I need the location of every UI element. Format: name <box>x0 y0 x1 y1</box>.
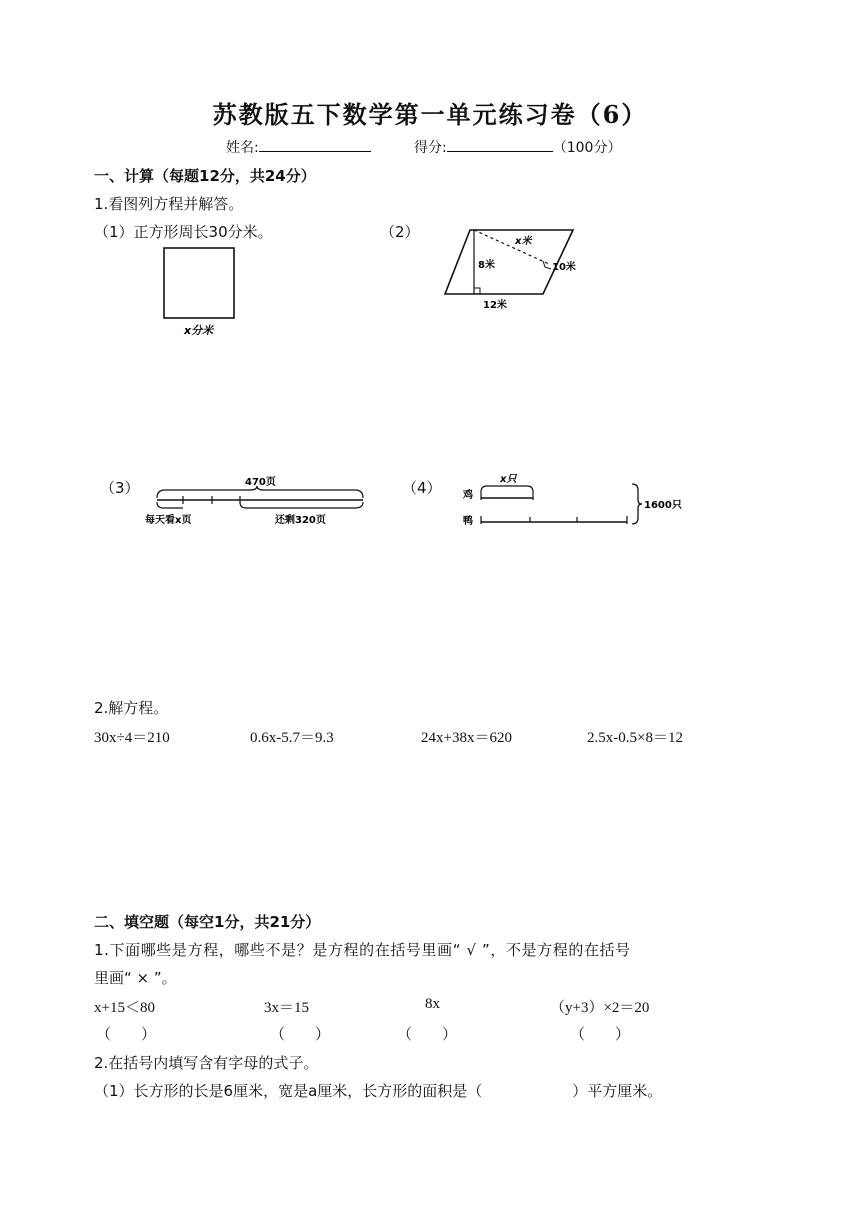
daily-label: 每天看x页 <box>145 515 192 526</box>
total-animals-brace <box>632 484 642 524</box>
equation-1: 30x÷4＝210 <box>94 730 170 746</box>
total-score: （100分） <box>552 140 622 156</box>
height-label: 8米 <box>478 260 495 271</box>
item-2: 3x＝15 <box>264 1000 310 1016</box>
daily-brace <box>157 502 183 508</box>
score-field[interactable] <box>414 137 621 157</box>
left-label: 还剩320页 <box>275 515 326 526</box>
name-field[interactable] <box>226 137 371 157</box>
chicken-brace <box>481 486 533 492</box>
question1-prompt: 1.看图列方程并解答。 <box>94 195 244 213</box>
answer-bracket-1[interactable]: （ ） <box>96 1025 157 1043</box>
answer-bracket-2[interactable]: （ ） <box>270 1025 331 1043</box>
right-angle-mark-side <box>543 261 551 269</box>
name-label: 姓名: <box>226 140 259 156</box>
score-label: 得分: <box>414 140 447 156</box>
subquestion3: （3） <box>100 479 140 497</box>
equation-4: 2.5x-0.5×8＝12 <box>587 730 683 746</box>
subquestion2: （2） <box>380 223 420 241</box>
item-4: （y+3）×2＝20 <box>550 1000 650 1016</box>
equation-3: 24x+38x＝620 <box>421 730 512 746</box>
base-label: 12米 <box>483 300 507 311</box>
parallelogram-figure <box>435 222 605 317</box>
subquestion1: （1）正方形周长30分米。 <box>94 223 273 241</box>
fill-question1-line2: 里画“ × ”。 <box>94 969 177 987</box>
left-brace <box>240 502 363 508</box>
question2-prompt: 2.解方程。 <box>94 699 169 717</box>
x-meter-label: x米 <box>515 236 532 247</box>
answer-bracket-3[interactable]: （ ） <box>397 1025 458 1043</box>
fill-question2-part1[interactable]: （1）长方形的长是6厘米，宽是a厘米，长方形的面积是（ ）平方厘米。 <box>94 1082 663 1100</box>
square-figure <box>150 240 250 340</box>
name-blank[interactable] <box>259 137 371 152</box>
item-1: x+15＜80 <box>94 1000 155 1016</box>
section1-heading: 一、计算（每题12分，共24分） <box>94 167 316 185</box>
total-animals-label: 1600只 <box>644 500 682 511</box>
subquestion4: （4） <box>402 479 442 497</box>
square-shape <box>164 248 234 318</box>
fill-question1-line1: 1.下面哪些是方程，哪些不是？是方程的在括号里画“ √ ”，不是方程的在括号 <box>94 941 631 959</box>
animal-bar-figure <box>455 470 690 530</box>
duck-label: 鸭 <box>463 516 473 527</box>
chicken-x-label: x只 <box>500 474 517 485</box>
fill-question2-prompt: 2.在括号内填写含有字母的式子。 <box>94 1054 319 1072</box>
right-angle-mark-bottom <box>474 288 480 294</box>
score-blank[interactable] <box>447 137 553 152</box>
equation-2: 0.6x-5.7＝9.3 <box>250 730 334 746</box>
answer-bracket-4[interactable]: （ ） <box>570 1025 631 1043</box>
dashed-height-line <box>474 230 549 264</box>
page-title: 苏教版五下数学第一单元练习卷（6） <box>212 100 648 129</box>
total-pages-label: 470页 <box>245 477 276 488</box>
section2-heading: 二、填空题（每空1分，共21分） <box>94 913 321 931</box>
item-3: 8x <box>425 996 440 1012</box>
chicken-label: 鸡 <box>463 490 473 501</box>
page-bar-figure <box>145 472 375 530</box>
square-side-label: x分米 <box>184 324 214 337</box>
side-label: 10米 <box>552 262 576 273</box>
